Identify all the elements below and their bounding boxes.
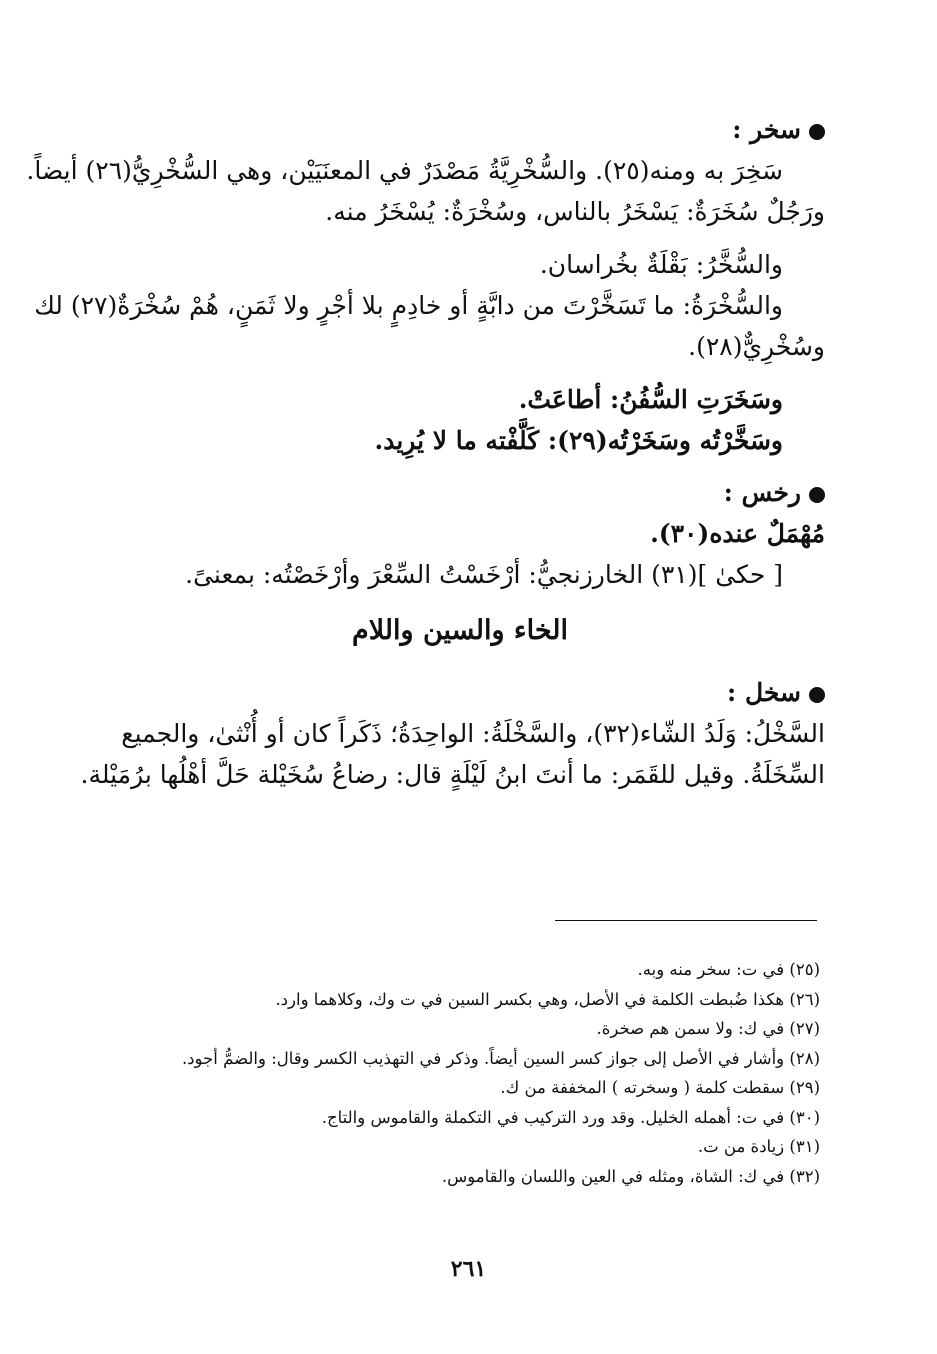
text-line: وسَخَّرْتُه وسَخَرْتُه(٢٩): كَلَّفْته ما لا يُرِيد. bbox=[374, 426, 783, 455]
text-line: السَّخْلُ: وَلَدُ الشّاء(٣٢)، والسَّخْلَةُ: الواحِدَةُ؛ ذَكَراً كان أو أُنْثىٰ، والجميع bbox=[121, 719, 825, 748]
entry-head-sakhal bbox=[95, 673, 825, 713]
page-number: ٢٦١ bbox=[450, 1256, 487, 1282]
footnote: (٣٢) في ك: الشاة، ومثله في العين واللسان والقاموس. bbox=[441, 1166, 820, 1186]
text-line: مُهْمَلٌ عنده(٣٠). bbox=[650, 519, 825, 548]
entry-head-label: سخر : bbox=[732, 115, 801, 144]
text-line: السِّخَلَةُ. وقيل للقَمَر: ما أنتَ ابنُ لَيْلَةٍ قال: رضاعُ سُخَيْلة حَلَّ أهْلُها برُمَيْلة. bbox=[80, 760, 825, 789]
text-line: ورَجُلٌ سُخَرَةٌ: يَسْخَرُ بالناس، وسُخْرَةٌ: يُسْخَرُ منه. bbox=[325, 197, 825, 226]
footnote: (٢٥) في ت: سخر منه وبه. bbox=[637, 960, 820, 979]
section-title: الخاء والسين واللام bbox=[351, 615, 569, 646]
footnote-divider bbox=[555, 920, 817, 921]
text-line: [ حكىٰ ](٣١) الخارزنجيُّ: أرْخَسْتُ السِّعْرَ وأرْخَصْتُه: بمعنىً. bbox=[185, 560, 783, 589]
entry-head-label: سخل : bbox=[727, 678, 801, 707]
bullet-icon bbox=[809, 487, 825, 503]
footnote: (٢٦) هكذا ضُبطت الكلمة في الأصل، وهي بكسر السين في ت وك، وكلاهما وارد. bbox=[275, 989, 820, 1009]
text-line: وسَخَرَتِ السُّفُنُ: أطاعَتْ. bbox=[518, 385, 783, 414]
main-text bbox=[26, 110, 825, 795]
bullet-icon bbox=[809, 687, 825, 703]
bullet-icon bbox=[809, 124, 825, 140]
entry-head-rakhas bbox=[95, 473, 825, 513]
text-line: والسُّخْرَةُ: ما تَسَخَّرْتَ من دابَّةٍ أو خادِمٍ بلا أجْرٍ ولا ثَمَنٍ، هُمْ سُخْرَةٌ(٢٧) لك bbox=[34, 291, 783, 320]
text-line: سَخِرَ به ومنه(٢٥). والسُّخْرِيَّةُ مَصْدَرٌ في المعنَيَيْن، وهي السُّخْرِيُّ(٢٦) أيضاً. bbox=[26, 156, 783, 185]
footnote: (٣٠) في ت: أهمله الخليل. وقد ورد التركيب في التكملة والقاموس والتاج. bbox=[321, 1107, 820, 1127]
footnote: (٢٨) وأشار في الأصل إلى جواز كسر السين أيضاً. وذكر في التهذيب الكسر وقال: والضمُّ أجود. bbox=[181, 1048, 820, 1068]
entry-head-label: رخس : bbox=[723, 478, 801, 507]
footnotes bbox=[120, 955, 820, 1191]
footnote: (٣١) زيادة من ت. bbox=[697, 1137, 820, 1156]
text-line: وسُخْرِيٌّ(٢٨). bbox=[688, 332, 825, 361]
footnote: (٢٩) سقطت كلمة ( وسخرته ) المخففة من ك. bbox=[500, 1078, 820, 1097]
entry-head-sakhar bbox=[95, 110, 825, 150]
text-line: والسُّخَّرُ: بَقْلَةٌ بخُراسان. bbox=[539, 250, 783, 279]
footnote: (٢٧) في ك: ولا سمن هم صخرة. bbox=[596, 1019, 820, 1038]
